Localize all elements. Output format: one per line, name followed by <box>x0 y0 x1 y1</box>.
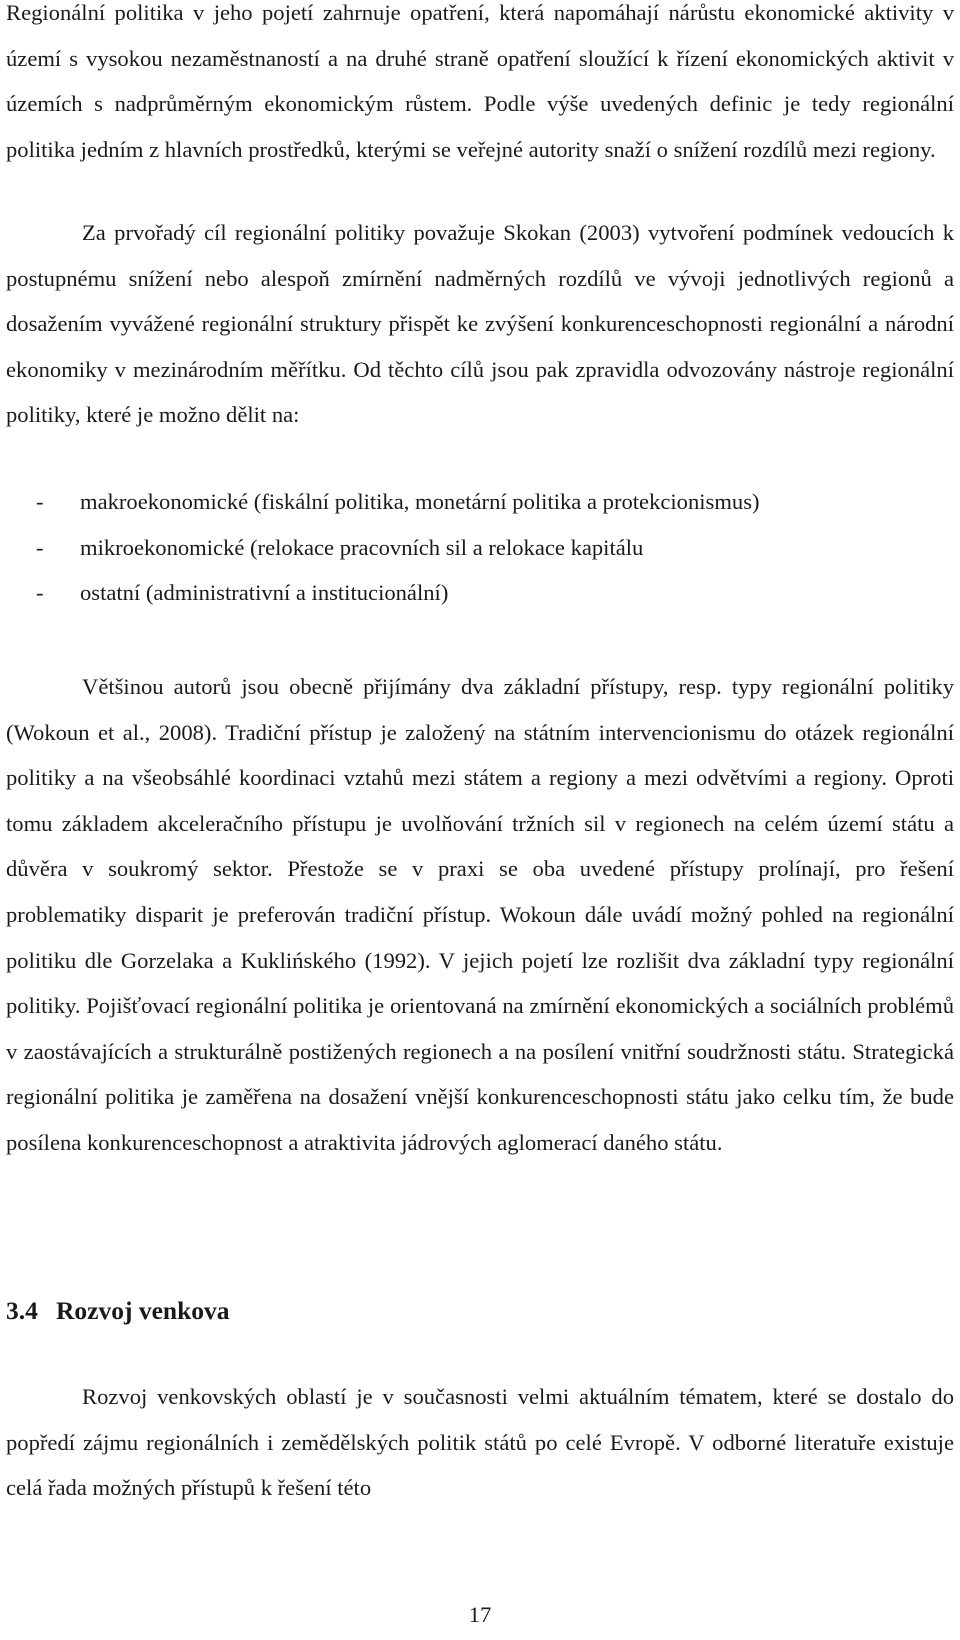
paragraph-1: Regionální politika v jeho pojetí zahrnuje opatření, která napomáhají nárůstu ekonomické aktivity v území s vysokou nezaměstnaností a na druhé straně opatření sloužící k řízení ekonomických aktivit v územích s nadprůměrným ekonomickým růstem. Podle výše uvedených definic je tedy regionální politika jedním z hlavních prostředků, kterými se veřejné autority snaží o snížení rozdílů mezi regiony. <box>6 0 954 162</box>
paragraph-2: Za prvořadý cíl regionální politiky považuje Skokan (2003) vytvoření podmínek vedoucích k postupnému snížení nebo alespoň zmírnění nadměrných rozdílů ve vývoji jednotlivých regionů a dosažením vyvážené regionální struktury přispět ke zvýšení konkurenceschopnosti regionální a národní ekonomiky v mezinárodním měřítku. Od těchto cílů jsou pak zpravidla odvozovány nástroje regionální politiky, které je možno dělit na: <box>6 220 954 428</box>
list-item <box>6 479 954 525</box>
section-number: 3.4 <box>6 1296 38 1325</box>
list-item-text: mikroekonomické (relokace pracovních sil a relokace kapitálu <box>80 534 644 560</box>
list-item-text: makroekonomické (fiskální politika, monetární politika a protekcionismus) <box>80 489 760 514</box>
list-item <box>6 525 954 571</box>
list-item <box>6 570 954 616</box>
instrument-list <box>6 479 954 616</box>
list-dash: - <box>36 580 44 606</box>
list-dash: - <box>36 534 44 560</box>
paragraph-4: Rozvoj venkovských oblastí je v současnosti velmi aktuálním tématem, které se dostalo do popředí zájmu regionálních i zemědělských politik států po celé Evropě. V odborné literatuře existuje celá řada možných přístupů k řešení této <box>6 1384 954 1501</box>
section-title: Rozvoj venkova <box>56 1296 230 1325</box>
list-item-text: ostatní (administrativní a institucionální) <box>80 580 449 606</box>
section-heading <box>6 1288 230 1333</box>
paragraph-3: Většinou autorů jsou obecně přijímány dva základní přístupy, resp. typy regionální politiky (Wokoun et al., 2008). Tradiční přístup je založený na státním intervencionismu do otázek regionální politiky a na všeobsáhlé koordinaci vztahů mezi státem a regiony a mezi odvětvími a regiony. Oproti tomu základem akceleračního přístupu je uvolňování tržních sil v regionech na celém území státu a důvěra v soukromý sektor. Přestože se v praxi se oba uvedené přístupy prolínají, pro řešení problematiky disparit je preferován tradiční přístup. Wokoun dále uvádí možný pohled na regionální politiku dle Gorzelaka a Kuklińského (1992). V jejich pojetí lze rozlišit dva základní typy regionální politiky. Pojišťovací regionální politika je orientovaná na zmírnění ekonomických a sociálních problémů v zaostávajících a strukturálně postižených regionech a na posílení vnitřní soudržnosti státu. Strategická regionální politika je zaměřena na dosažení vnější konkurenceschopnosti státu jako celku tím, že bude posílena konkurenceschopnost a atraktivita jádrových aglomerací daného státu. <box>6 674 954 1155</box>
list-dash: - <box>36 489 44 514</box>
page-number: 17 <box>468 1602 492 1627</box>
